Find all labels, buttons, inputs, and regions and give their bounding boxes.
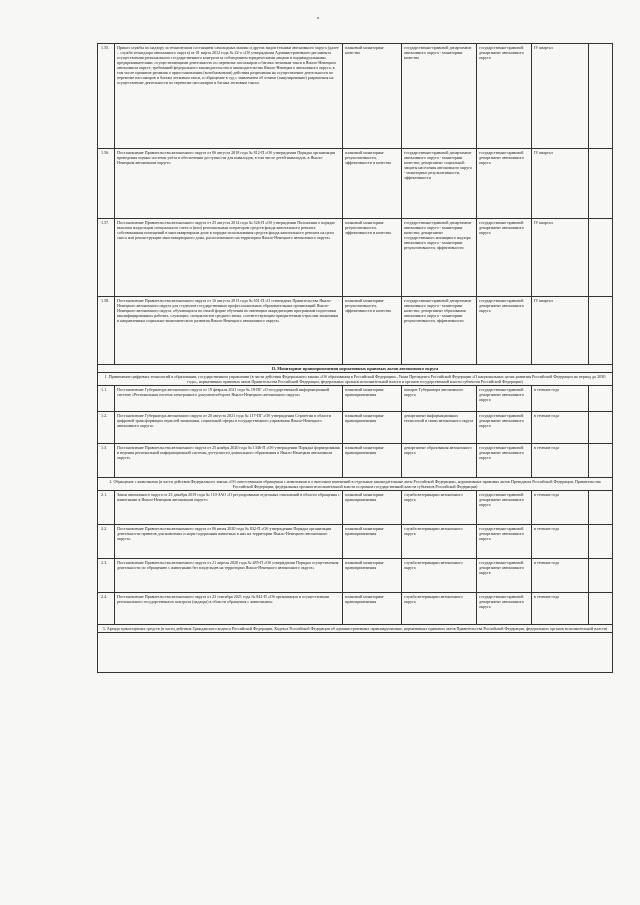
responsible-department: государственно-правовой департамент автономного округа - мониторинг качества; департамент государственного жилищного надзора автономного округа - мониторинг результативности, эффективности [402,219,477,297]
term: в течение года [532,559,589,593]
empty-cell [589,386,613,412]
monitoring-type: плановый мониторинг правоприменения [343,386,402,412]
subsection-title: 2. Обращение с животными (в части действия Федерального закона «Об ответственном обращении с животными и о внесении изменений в отдельные законодательные акты Российской Федерации», нормативных правовых актов Президента Российской Федерации, Правительства Российской Федерации, федеральных органов исполнительной власти и органов государственной власти субъектов Российской Федерации) [98,478,613,491]
monitoring-type: плановый мониторинг правоприменения [343,525,402,559]
term: в течение года [532,412,589,444]
row-number: 2.3. [98,559,115,593]
subsection-heading-row [98,478,613,491]
table-row [98,386,613,412]
executor: государственно-правовой департамент автономного округа [477,559,532,593]
term: в течение года [532,491,589,525]
term: в течение года [532,444,589,478]
empty-cell [589,559,613,593]
empty-cell [589,412,613,444]
row-number: 1.56. [98,149,115,219]
responsible-department: государственно-правовой департамент автономного округа - мониторинг качества; департамент социальной защиты населения автономного округа - мониторинг результативности, эффективности [402,149,477,219]
scan-speck [317,17,319,19]
empty-cell [589,149,613,219]
act-title: Постановление Правительства автономного округа от 23 сентября 2021 года № 842-П «Об организации и осуществлении регионального государственного контроля (надзора) в области обращения с животными» [115,593,343,625]
table-row [98,44,613,149]
executor: государственно-правовой департамент автономного округа [477,219,532,297]
subsection-title: 1. Применение цифровых технологий в образовании, государственном управлении (в части действия Федерального закона «Об образовании в Российской Федерации», Указа Президента Российской Федерации «О национальных целях развития Российской Федерации на период до 2030 года», нормативных правовых актов Правительства Российской Федерации, федеральных органов исполнительной власти и органов государственной власти субъектов Российской Федерации) [98,373,613,386]
monitoring-type: плановый мониторинг правоприменения [343,412,402,444]
monitoring-type: плановый мониторинг результативности, эффективности и качества [343,149,402,219]
empty-cell [589,593,613,625]
table-row [98,219,613,297]
empty-cell [589,297,613,365]
section-title: II. Мониторинг правоприменения нормативных правовых актов автономного округа [98,365,613,373]
monitoring-type: плановый мониторинг правоприменения [343,593,402,625]
term: IV квартал [532,149,589,219]
responsible-department: департамент информационных технологий и связи автономного округа [402,412,477,444]
row-number: 1.55. [98,44,115,149]
subsection-heading-row [98,373,613,386]
monitoring-type: плановый мониторинг правоприменения [343,559,402,593]
subsection-heading-row [98,625,613,633]
table-row [98,491,613,525]
term: в течение года [532,593,589,625]
executor: государственно-правовой департамент автономного округа [477,491,532,525]
empty-table-area [98,633,613,673]
table-row [98,297,613,365]
act-title: Постановление Правительства автономного округа от 25 ноября 2020 года № 1346-П «Об утверждении Порядка формирования и ведения региональной информационной системы доступности дошкольного образования в Ямало-Ненецком автономном округе» [115,444,343,478]
responsible-department: аппарат Губернатора автономного округа [402,386,477,412]
section-heading-row [98,365,613,373]
act-title: Приказ службы по надзору за техническим состоянием самоходных машин и других видов техники автономного округа (далее – служба технадзора автономного округа) от 01 марта 2012 года № 22-о «Об утверждении Административного регламента осуществления регионального государственного контроля за соблюдением юридическими лицами и индивидуальными предпринимателями, осуществляющими деятельность по перевозке пассажиров и багажа легковым такси в Ямало-Ненецком автономном округе, требований федерального законодательства и законодательства Ямало-Ненецкого автономного округа, в том числе принятие решения о приостановлении (возобновлении) действия разрешения на осуществление деятельности по перевозке пассажиров и багажа легковым такси, и обращение в суд с заявлением об отмене (аннулировании) разрешения на осуществление деятельности по перевозке пассажиров и багажа легковым такси» [115,44,343,149]
empty-cell [589,219,613,297]
row-number: 1.58. [98,297,115,365]
responsible-department: государственно-правовой департамент автономного округа - мониторинг качества [402,44,477,149]
row-number: 1.57. [98,219,115,297]
responsible-department: служба ветеринарии автономного округа [402,525,477,559]
table-row [98,412,613,444]
row-number: 2.2. [98,525,115,559]
term: IV квартал [532,297,589,365]
term: в течение года [532,386,589,412]
row-number: 2.1. [98,491,115,525]
executor: государственно-правовой департамент автономного округа [477,593,532,625]
row-number: 1.1. [98,386,115,412]
act-title: Постановление Правительства автономного округа от 06 августа 2018 года № 812-П «Об утверждении Порядка организации проведения оценки системы учёта и обеспечения доступности для инвалидов, в том числе детей-инвалидов, в Ямало-Ненецком автономном округе» [115,149,343,219]
responsible-department: служба ветеринарии автономного округа [402,491,477,525]
responsible-department: служба ветеринарии автономного округа [402,559,477,593]
table-row [98,593,613,625]
executor: государственно-правовой департамент автономного округа [477,297,532,365]
empty-cell [589,525,613,559]
act-title: Постановление Губернатора автономного округа от 19 февраля 2021 года № 18-ПГ «О государственной информационной системе «Региональная система электронного документооборота Ямало-Ненецкого автономного округа» [115,386,343,412]
act-title: Закон автономного округа от 23 декабря 2019 года № 110-ЗАО «О регулировании отдельных отношений в области обращения с животными в Ямало-Ненецком автономном округе» [115,491,343,525]
term: в течение года [532,525,589,559]
act-title: Постановление Правительства автономного округа от 06 июля 2020 года № 832-П «Об утверждении Порядка организации деятельности приютов для животных и норм содержания животных в них на территории Ямало-Ненецкого автономного округа» [115,525,343,559]
empty-cell [98,633,613,673]
act-title: Постановление Правительства автономного округа от 25 августа 2014 года № 526-П «Об утверждении Положения о порядке выплаты владельцам специального счета и (или) региональным оператором средств фонда капитального ремонта собственникам помещений в многоквартирном доме в порядке использования средств фонда капитального ремонта на цели сноса или реконструкции многоквартирного дома, расположенного на территории Ямало-Ненецкого автономного округа» [115,219,343,297]
monitoring-plan-table [97,43,613,673]
executor: государственно-правовой департамент автономного округа [477,444,532,478]
responsible-department: служба ветеринарии автономного округа [402,593,477,625]
term: IV квартал [532,44,589,149]
executor: государственно-правовой департамент автономного округа [477,44,532,149]
term: IV квартал [532,219,589,297]
subsection-title: 3. Аренда транспортных средств (в части действия Гражданского кодекса Российской Федерации, Кодекса Российской Федерации об административных правонарушениях, нормативных правовых актов Правительства Российской Федерации, федеральных органов исполнительной власти) [98,625,613,633]
row-number: 1.2. [98,412,115,444]
empty-cell [589,491,613,525]
empty-cell [589,44,613,149]
responsible-department: государственно-правовой департамент автономного округа - мониторинг качества; департамент образования автономного округа - мониторинг результативности, эффективности [402,297,477,365]
table-body [98,44,613,673]
executor: государственно-правовой департамент автономного округа [477,525,532,559]
table-row [98,525,613,559]
row-number: 1.3. [98,444,115,478]
monitoring-type: плановый мониторинг результативности, эффективности и качества [343,219,402,297]
monitoring-type: плановый мониторинг качества [343,44,402,149]
act-title: Постановление Губернатора автономного округа от 20 августа 2021 года № 117-ПГ «Об утверждении Стратегии в области цифровой трансформации отраслей экономики, социальной сферы и государственного управления Ямало-Ненецкого автономного округа» [115,412,343,444]
monitoring-type: плановый мониторинг правоприменения [343,444,402,478]
row-number: 2.4. [98,593,115,625]
executor: государственно-правовой департамент автономного округа [477,149,532,219]
act-title: Постановление Правительства автономного округа от 16 августа 2013 года № 651-П «О стипендиях Правительства Ямало-Ненецкого автономного округа для студентов государственных профессиональных образовательных организаций Ямало-Ненецкого автономного округа, обучающихся по очной форме обучения по имеющим аккредитацию программам подготовки квалифицированных рабочих, служащих, специалистов среднего звена, соответствующим приоритетным отраслям экономики и направлениям социально-экономического развития Ямало-Ненецкого автономного округа» [115,297,343,365]
table-row [98,444,613,478]
monitoring-type: плановый мониторинг правоприменения [343,491,402,525]
table-row [98,559,613,593]
monitoring-type: плановый мониторинг результативности, эффективности и качества [343,297,402,365]
executor: государственно-правовой департамент автономного округа [477,412,532,444]
act-title: Постановление Правительства автономного округа от 21 апреля 2020 года № 485-П «Об утверждении Порядка осуществления деятельности по обращению с животными без владельцев на территории Ямало-Ненецкого автономного округа» [115,559,343,593]
responsible-department: департамент образования автономного округа [402,444,477,478]
table-row [98,149,613,219]
empty-cell [589,444,613,478]
executor: государственно-правовой департамент автономного округа [477,386,532,412]
